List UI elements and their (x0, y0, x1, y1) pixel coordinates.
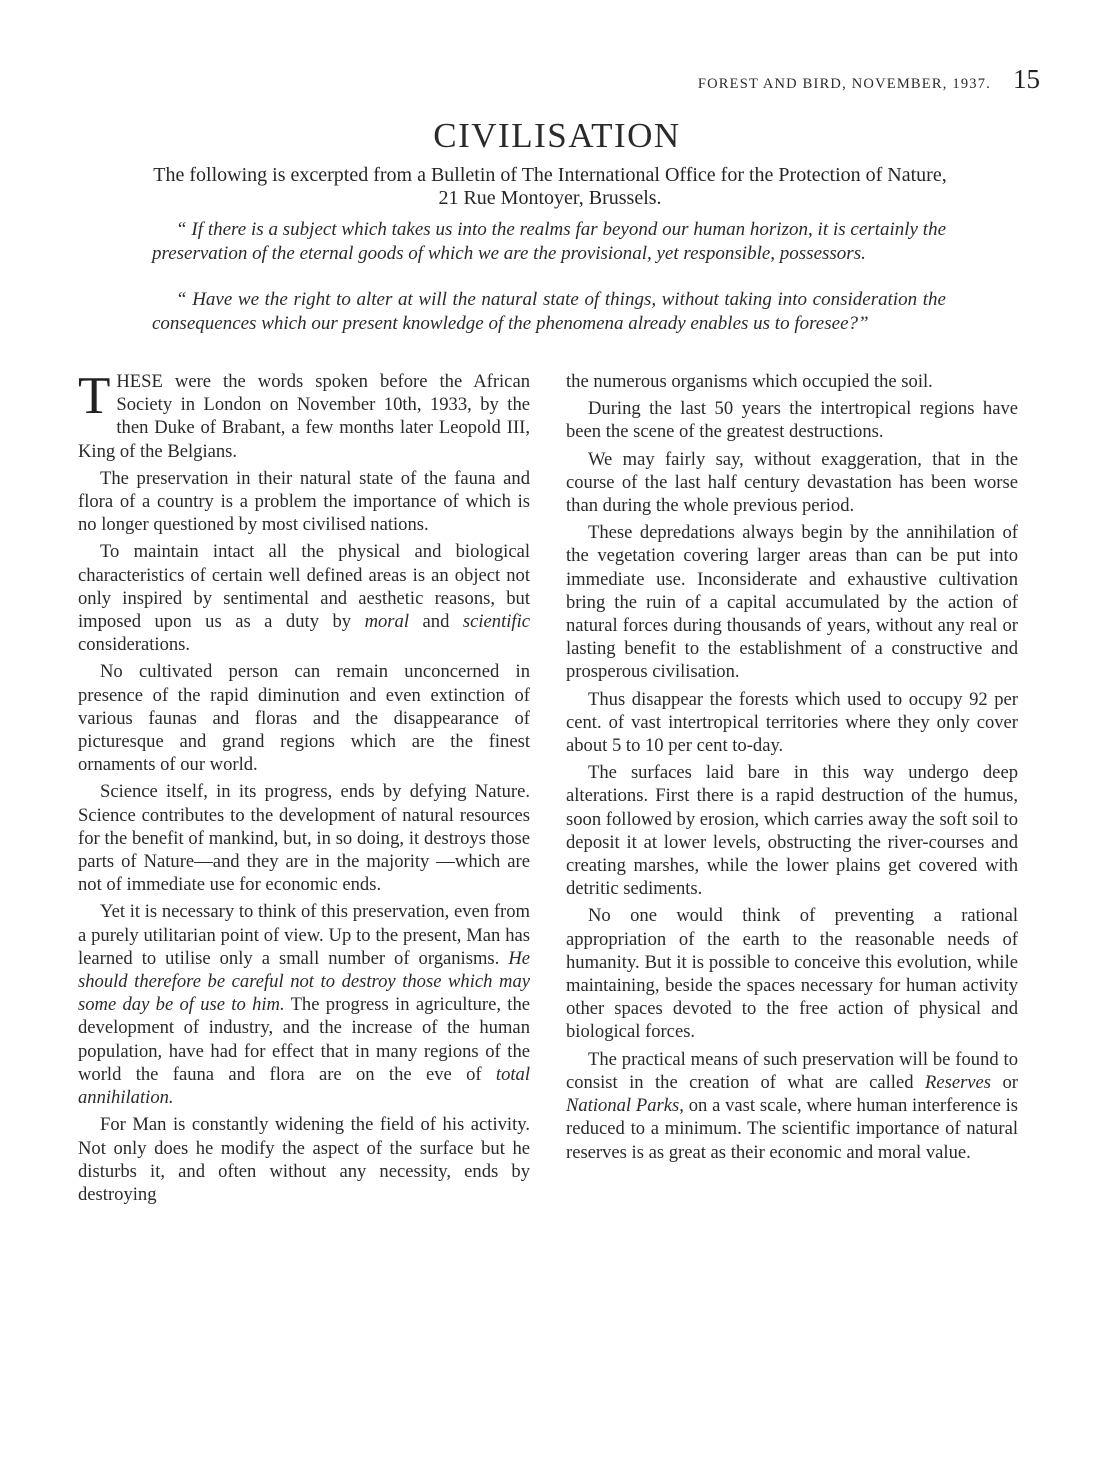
paragraph: To maintain intact all the physical and biological characteristics of certain well defined areas is an object not only inspired by sentimental and aesthetic reasons, but imposed upon us as a duty by moral and scientific considerations. (78, 541, 530, 656)
paragraph: The surfaces laid bare in this way undergo deep alterations. First there is a rapid destruction of the humus, soon followed by erosion, which carries away the soft soil to deposit it at lower levels, obstructing the river-courses and creating marshes, while the lower plains get covered with detritic sediments. (566, 762, 1018, 900)
epigraph-quote-1 (152, 218, 946, 265)
epigraph-quote-2 (152, 288, 946, 335)
article-title: CIVILISATION (433, 116, 681, 155)
paragraph: Science itself, in its progress, ends by defying Nature. Science contributes to the development of natural resources for the benefit of mankind, but, in so doing, it destroys those parts of Nature—and they are in the majority —which are not of immediate use for economic ends. (78, 781, 530, 896)
paragraph: THESE were the words spoken before the African Society in London on November 10th, 1933, by the then Duke of Brabant, a few months later Leopold III, King of the Belgians. (78, 367, 530, 462)
right-column (566, 370, 1018, 1168)
paragraph: The preservation in their natural state of the fauna and flora of a country is a problem the importance of which is no longer questioned by most civilised nations. (78, 467, 530, 536)
paragraph: For Man is constantly widening the field of his activity. Not only does he modify the aspect of the surface but he disturbs it, and often without any necessity, ends by destroying (78, 1114, 530, 1205)
paragraph: The practical means of such preservation will be found to consist in the creation of what are called Reserves or National Parks, on a vast scale, where human interference is reduced to a minimum. The scientific importance of natural reserves is as great as their economic and moral value. (566, 1048, 1019, 1163)
left-column (78, 367, 531, 1210)
journal-issue: FOREST AND BIRD, NOVEMBER, 1937. (697, 76, 991, 92)
paragraph: We may fairly say, without exaggeration, that in the course of the last half century devastation has been worse than during the whole previous period. (566, 448, 1018, 517)
intro-note: The following is excerpted from a Bulletin of The International Office for the Protection of Nature, 21 Rue Montoyer, Brussels. (153, 164, 947, 209)
quote-text: “ Have we the right to alter at will the natural state of things, without taking into consideration the consequences which our present knowledge of the phenomena already enables us to foresee?” (152, 289, 946, 334)
paragraph: the numerous organisms which occupied the soil. (566, 371, 933, 392)
paragraph: Yet it is necessary to think of this preservation, even from a purely utilitarian point of view. Up to the present, Man has learned to utilise only a small number of organisms. He should therefore be careful not to destroy those which may some day be of use to him. The progress in agriculture, the development of industry, and the increase of the human population, have had for effect that in many regions of the world the fauna and flora are on the eve of total annihilation. (78, 901, 531, 1109)
paragraph: No one would think of preventing a rational appropriation of the earth to the reasonable needs of humanity. But it is possible to conceive this evolution, while maintaining, beside the spaces necessary for human activity other spaces devoted to the free action of physical and biological forces. (566, 905, 1018, 1043)
drop-cap: T (78, 367, 111, 425)
page-number: 15 (1013, 64, 1040, 94)
paragraph: These depredations always begin by the annihilation of the vegetation covering larger areas than can be put into immediate use. Inconsiderate and exhaustive cultivation bring the ruin of a capital accumulated by the action of natural forces during thousands of years, without any real or lasting benefit to the establishment of a constructive and prosperous civilisation. (566, 522, 1018, 683)
paragraph: During the last 50 years the intertropical regions have been the scene of the greatest destructions. (566, 398, 1018, 443)
quote-text: “ If there is a subject which takes us into the realms far beyond our human horizon, it is certainly the preservation of the eternal goods of which we are the provisional, yet responsible, possessors. (152, 219, 946, 264)
paragraph: No cultivated person can remain unconcerned in presence of the rapid diminution and even extinction of various faunas and floras and the disappearance of picturesque and grand regions which are the finest ornaments of our world. (78, 661, 530, 776)
paragraph: Thus disappear the forests which used to occupy 92 per cent. of vast intertropical territories where they only cover about 5 to 10 per cent to-day. (566, 688, 1018, 757)
running-header (600, 64, 1040, 94)
